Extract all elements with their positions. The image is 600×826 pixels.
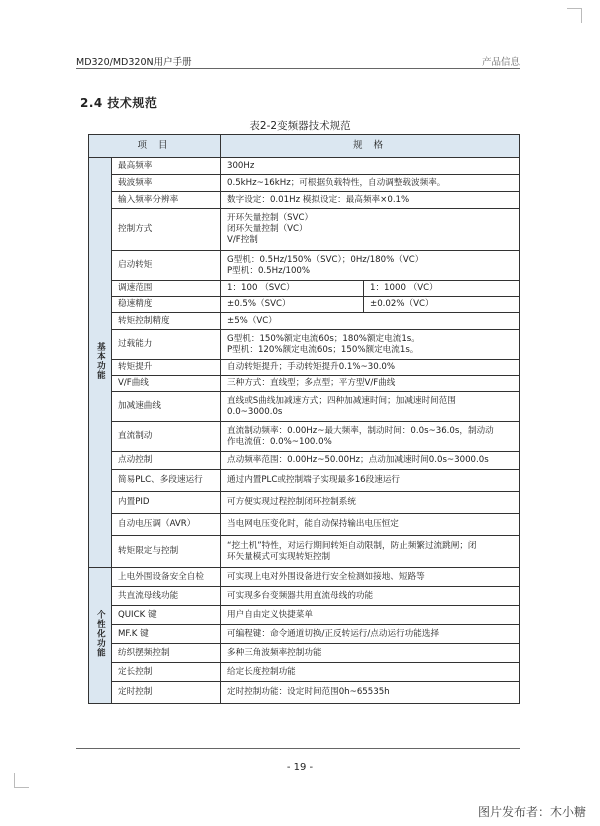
spec-item-value — [221, 281, 364, 297]
table-row — [89, 682, 520, 704]
spec-item-name: 点动控制 — [112, 452, 221, 470]
table-caption: 表2-2变频器技术规范 — [249, 120, 351, 132]
table-row — [89, 330, 520, 360]
spec-value-line: 1：100 （SVC） — [227, 283, 295, 294]
spec-item-value — [221, 663, 520, 682]
spec-value-line: 可实现多台变频器共用直流母线的功能 — [227, 590, 374, 601]
spec-value-line: P型机：120%额定电流60s；150%额定电流1s。 — [227, 344, 419, 355]
table-row — [89, 644, 520, 663]
table-row — [89, 470, 520, 492]
table-row — [89, 452, 520, 470]
spec-item-value — [221, 360, 520, 376]
spec-value-line: 1：1000 （VC） — [370, 283, 438, 294]
manual-title: MD320/MD320N用户手册 — [76, 57, 192, 68]
spec-value-line: 给定长度控制功能 — [227, 666, 296, 677]
spec-value-line: 自动转矩提升；手动转矩提升0.1%~30.0% — [227, 362, 396, 373]
spec-value-line: ±0.02%（VC） — [370, 299, 434, 310]
spec-value-line: 0.0~3000.0s — [227, 406, 283, 417]
table-row — [89, 313, 520, 330]
column-header-item: 项 目 — [89, 135, 221, 158]
spec-value-line: ±0.5%（SVC） — [227, 299, 291, 310]
spec-item-name: 输入频率分辨率 — [112, 192, 221, 209]
spec-item-value — [221, 313, 520, 330]
spec-item-name: 定长控制 — [112, 663, 221, 682]
spec-item-name: 内置PID — [112, 492, 221, 514]
spec-item-name: 简易PLC、多段速运行 — [112, 470, 221, 492]
spec-value-line: 可方便实现过程控制闭环控制系统 — [227, 497, 356, 508]
spec-value-line: 三种方式：直线型；多点型；平方型V/F曲线 — [227, 378, 396, 389]
spec-value-line: 可实现上电对外围设备进行安全检测如接地、短路等 — [227, 571, 425, 582]
spec-item-name: 定时控制 — [112, 682, 221, 704]
spec-item-value — [221, 514, 520, 536]
spec-value-line: 点动频率范围：0.00Hz~50.00Hz；点动加减速时间0.0s~3000.0s — [227, 455, 489, 466]
spec-item-value — [221, 492, 520, 514]
spec-value-line: G型机：150%额定电流60s；180%额定电流1s。 — [227, 333, 420, 344]
spec-item-name: 最高频率 — [112, 158, 221, 175]
table-row — [89, 192, 520, 209]
spec-item-value — [364, 281, 520, 297]
spec-value-line: 多种三角波频率控制功能 — [227, 647, 322, 658]
table-row — [89, 514, 520, 536]
spec-value-line: 0.5kHz~16kHz；可根据负载特性，自动调整载波频率。 — [227, 177, 446, 188]
spec-value-line: 闭环矢量控制（VC） — [227, 224, 308, 235]
spec-value-line: ±5%（VC） — [227, 315, 277, 326]
spec-item-name: 载波频率 — [112, 175, 221, 192]
spec-value-line: V/F控制 — [227, 234, 258, 245]
table-row — [89, 606, 520, 625]
spec-item-name: QUICK 键 — [112, 606, 221, 625]
spec-item-name: 自动电压调（AVR） — [112, 514, 221, 536]
section-title: 2.4 技术规范 — [80, 96, 158, 110]
spec-value-line: 当电网电压变化时，能自动保持输出电压恒定 — [227, 519, 399, 530]
spec-value-line: 通过内置PLC或控制端子实现最多16段速运行 — [227, 475, 401, 486]
spec-item-name: 控制方式 — [112, 209, 221, 251]
row-group-label — [89, 158, 112, 568]
spec-item-name: 启动转矩 — [112, 251, 221, 281]
spec-value-line: G型机：0.5Hz/150%（SVC）；0Hz/180%（VC） — [227, 254, 424, 265]
table-row — [89, 158, 520, 175]
spec-table — [88, 134, 520, 704]
spec-item-name: V/F曲线 — [112, 376, 221, 392]
table-row — [89, 360, 520, 376]
chapter-title: 产品信息 — [481, 57, 520, 68]
row-group-label — [89, 568, 112, 704]
spec-item-name: 共直流母线功能 — [112, 587, 221, 606]
spec-value-line: 直流制动频率：0.00Hz~最大频率，制动时间：0.0s~36.0s，制动动 — [227, 425, 494, 436]
spec-table-body — [89, 158, 520, 704]
spec-item-value — [221, 587, 520, 606]
spec-value-line: 作电流值：0.0%~100.0% — [227, 436, 332, 447]
spec-value-line: 环矢量模式可实现转矩控制 — [227, 551, 331, 562]
row-group-label-text: 基本功能 — [95, 341, 106, 380]
table-row — [89, 209, 520, 251]
spec-item-value — [221, 470, 520, 492]
spec-item-value — [221, 251, 520, 281]
spec-item-value — [364, 297, 520, 313]
table-row — [89, 492, 520, 514]
table-row — [89, 625, 520, 644]
crop-mark-bottom-left — [14, 773, 29, 788]
spec-value-line: 直线或S曲线加减速方式；四种加减速时间；加减速时间范围 — [227, 395, 456, 406]
spec-value-line: 数字设定：0.01Hz 模拟设定：最高频率×0.1% — [227, 194, 410, 205]
spec-item-name: 转矩提升 — [112, 360, 221, 376]
footer-rule — [76, 748, 520, 749]
spec-item-value — [221, 422, 520, 452]
spec-item-value — [221, 175, 520, 192]
table-header-row — [89, 135, 520, 158]
spec-item-name: 调速范围 — [112, 281, 221, 297]
table-row — [89, 663, 520, 682]
page-number: - 19 - — [286, 762, 314, 773]
spec-item-name: MF.K 键 — [112, 625, 221, 644]
spec-item-value — [221, 644, 520, 663]
spec-item-value — [221, 568, 520, 587]
spec-item-name: 转矩控制精度 — [112, 313, 221, 330]
spec-value-line: 开环矢量控制（SVC） — [227, 213, 314, 224]
row-group-label-text: 个性化功能 — [95, 609, 106, 658]
spec-item-name: 转矩限定与控制 — [112, 536, 221, 568]
spec-item-value — [221, 158, 520, 175]
spec-item-name: 上电外围设备安全自检 — [112, 568, 221, 587]
spec-item-value — [221, 392, 520, 422]
spec-item-value — [221, 682, 520, 704]
image-credit: 图片发布者：木小糖 — [477, 805, 586, 819]
spec-value-line: 用户自由定义快捷菜单 — [227, 609, 313, 620]
spec-item-value — [221, 192, 520, 209]
spec-item-value — [221, 297, 364, 313]
page-header — [76, 52, 520, 69]
spec-item-value — [221, 606, 520, 625]
spec-value-line: 300Hz — [227, 160, 255, 171]
crop-mark-top-right — [567, 8, 582, 23]
table-row — [89, 251, 520, 281]
spec-item-name: 纺织摆频控制 — [112, 644, 221, 663]
table-row — [89, 536, 520, 568]
spec-item-name: 加减速曲线 — [112, 392, 221, 422]
table-row — [89, 568, 520, 587]
spec-item-value — [221, 452, 520, 470]
spec-item-value — [221, 209, 520, 251]
spec-value-line: 定时控制功能：设定时间范围0h~65535h — [227, 687, 390, 698]
table-row — [89, 281, 520, 297]
column-header-spec: 规 格 — [221, 135, 520, 158]
spec-item-value — [221, 536, 520, 568]
table-row — [89, 297, 520, 313]
table-row — [89, 392, 520, 422]
spec-item-value — [221, 330, 520, 360]
table-row — [89, 587, 520, 606]
spec-item-name: 直流制动 — [112, 422, 221, 452]
table-row — [89, 175, 520, 192]
spec-item-value — [221, 625, 520, 644]
spec-value-line: 可编程键：命令通道切换/正反转运行/点动运行功能选择 — [227, 628, 440, 639]
table-row — [89, 422, 520, 452]
spec-item-name: 稳速精度 — [112, 297, 221, 313]
spec-item-value — [221, 376, 520, 392]
spec-item-name: 过载能力 — [112, 330, 221, 360]
spec-value-line: “挖土机”特性，对运行期间转矩自动限制，防止频繁过流跳闸；闭 — [227, 540, 477, 551]
spec-value-line: P型机：0.5Hz/100% — [227, 265, 311, 276]
table-row — [89, 376, 520, 392]
